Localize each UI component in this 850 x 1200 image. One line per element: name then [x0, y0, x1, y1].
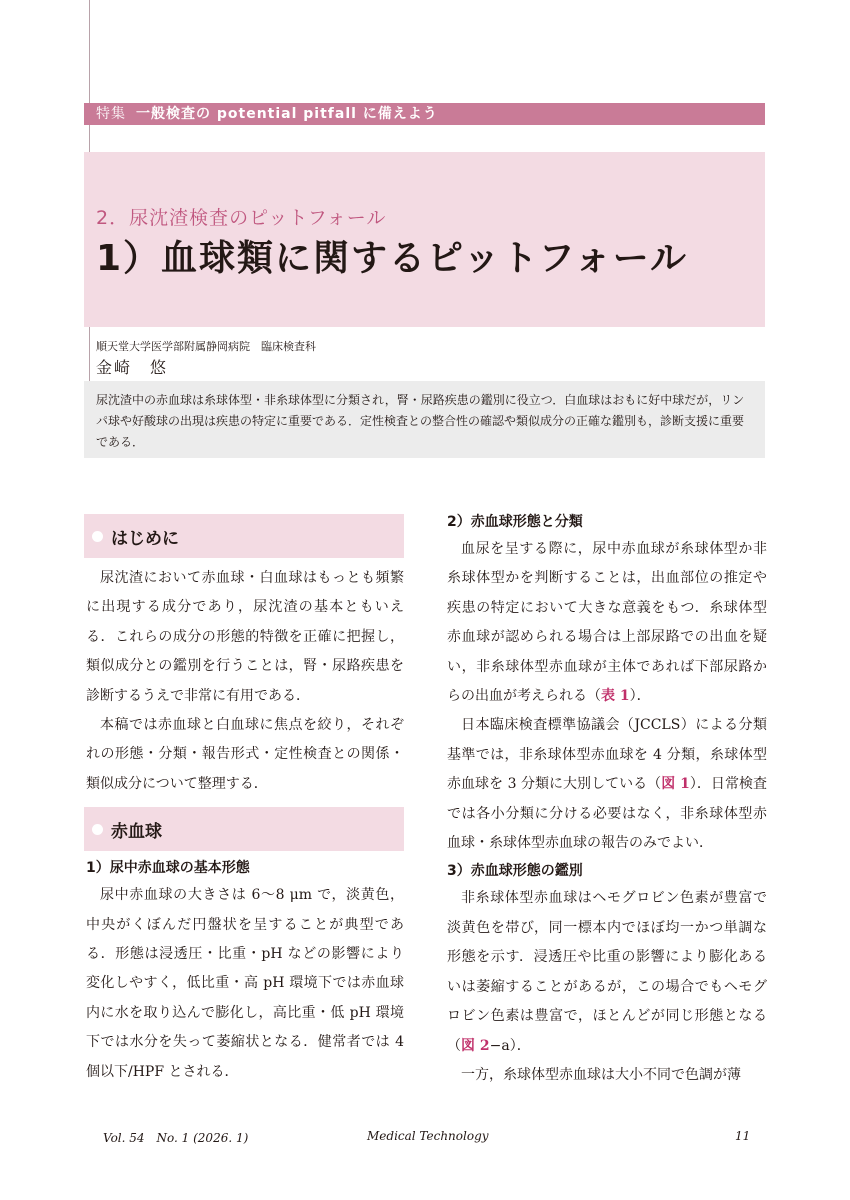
feature-title: 一般検査の potential pitfall に備えよう	[136, 106, 438, 122]
subsection-heading: 3）赤血球形態の鑑別	[447, 863, 583, 880]
feature-header-bar	[84, 103, 765, 125]
bullet-dot-icon	[92, 824, 103, 835]
paragraph-text: ）．日常検査では各小分類に分ける必要はなく，非糸球体型赤血球・糸球体型赤血球の報告のみでよい．	[447, 776, 767, 852]
article-subtitle: 2．尿沈渣検査のピットフォール	[96, 207, 387, 229]
body-paragraph	[447, 884, 767, 1060]
bullet-dot-icon	[92, 531, 103, 542]
section-heading-text: 赤血球	[111, 821, 162, 842]
body-paragraph: 本稿では赤血球と白血球に焦点を絞り，それぞれの形態・分類・報告形式・定性検査との関係・類似成分について整理する．	[86, 717, 404, 792]
feature-tag: 特集	[96, 106, 126, 122]
section-heading-intro	[84, 514, 404, 558]
footer-journal: Medical Technology	[367, 1129, 489, 1143]
left-column	[84, 514, 404, 1087]
abstract-text: 尿沈渣中の赤血球は糸球体型・非糸球体型に分類され，腎・尿路疾患の鑑別に役立つ．白血球はおもに好中球だが，リンパ球や好酸球の出現は疾患の特定に重要である．定性検査との整合性の確認や類似成分の正確な鑑別も，診断支援に重要である．	[96, 393, 745, 449]
figure-reference-link[interactable]: 図 1	[661, 776, 690, 793]
paragraph-text: 血尿を呈する際に，尿中赤血球が糸球体型か非糸球体型かを判断することは，出血部位の推定や疾患の特定において大きな意義をもつ．糸球体型赤血球が認められる場合は上部尿路での出血を疑い，非糸球体型赤血球が主体であれば下部尿路からの出血が考えられる（	[447, 541, 767, 705]
section-heading-rbc	[84, 807, 404, 851]
author-name: 金崎 悠	[96, 358, 169, 377]
body-paragraph	[447, 711, 767, 858]
subsection-heading: 2）赤血球形態と分類	[447, 514, 583, 530]
abstract-box	[84, 381, 765, 458]
body-paragraph: 尿中赤血球の大きさは 6〜8 μm で，淡黄色，中央がくぼんだ円盤状を呈することが典型である．形態は浸透圧・比重・pH などの影響により変化しやすく，低比重・高 pH 環境下では赤血球内に水を取り込んで膨化し，高比重・低 pH 環境下では水分を失って萎縮状となる．健常者では 4 個以下/HPF とされる．	[86, 887, 404, 1080]
article-title: 1）血球類に関するピットフォール	[96, 238, 689, 279]
paragraph-text: 非糸球体型赤血球はヘモグロビン色素が豊富で淡黄色を帯び，同一標本内でほぼ均一かつ単調な形態を示す．浸透圧や比重の影響により膨化あるいは萎縮することがあるが，この場合でもヘモグロビン色素は豊富で，ほとんどが同じ形態となる（	[447, 890, 767, 1054]
subsection-heading: 1）尿中赤血球の基本形態	[86, 860, 250, 877]
body-paragraph: 尿沈渣において赤血球・白血球はもっとも頻繁に出現する成分であり，尿沈渣の基本ともいえる．これらの成分の形態的特徴を正確に把握し，類似成分との鑑別を行うことは，腎・尿路疾患を診断するうえで非常に有用である．	[86, 570, 404, 704]
table-reference-link[interactable]: 表 1	[601, 688, 630, 705]
body-paragraph	[447, 535, 767, 711]
body-paragraph: 一方，糸球体型赤血球は大小不同で色調が薄	[461, 1066, 741, 1083]
paragraph-text: −a）．	[489, 1037, 531, 1054]
paragraph-text: ）．	[629, 688, 651, 705]
right-column	[447, 509, 767, 1090]
paragraph-text: 日本臨床検査標準協議会（JCCLS）による分類基準では，非糸球体型赤血球を 4 分類，糸球体型赤血球を 3 分類に大別している（	[447, 717, 767, 793]
figure-reference-link[interactable]: 図 2	[461, 1037, 490, 1054]
author-affiliation: 順天堂大学医学部附属静岡病院 臨床検査科	[96, 340, 316, 353]
section-heading-text: はじめに	[111, 528, 179, 549]
page-number: 11	[735, 1129, 751, 1143]
footer-volume: Vol. 54 No. 1 (2026. 1)	[103, 1131, 249, 1145]
